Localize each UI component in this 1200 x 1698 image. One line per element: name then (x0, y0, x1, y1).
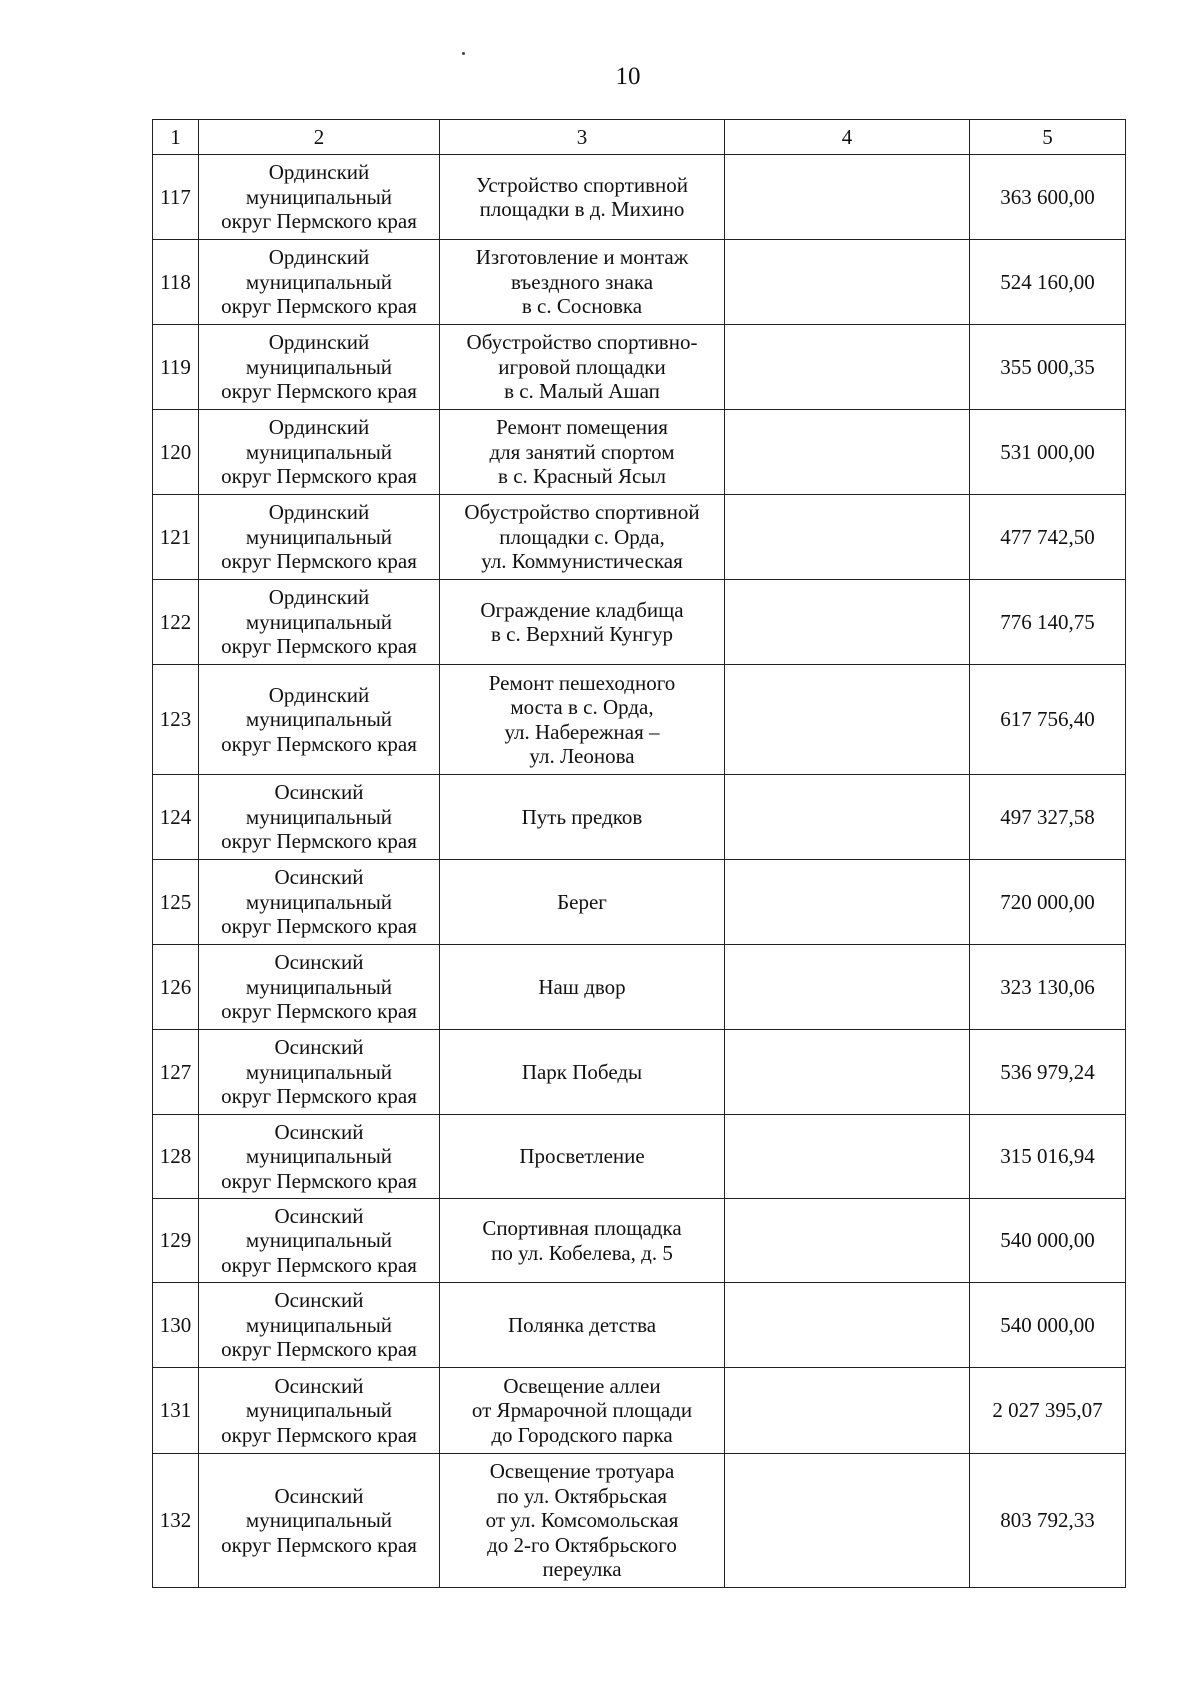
project-line: Парк Победы (521, 1059, 643, 1084)
municipality-line: муниципальный (245, 804, 393, 829)
project-line: Путь предков (521, 804, 643, 829)
amount-cell: 776 140,75 (970, 580, 1126, 665)
project-line: Наш двор (538, 974, 626, 999)
column-4-cell (725, 1283, 970, 1368)
amount-cell: 323 130,06 (970, 945, 1126, 1030)
municipality-line: округ Пермского края (221, 999, 417, 1024)
table-row (153, 1368, 1126, 1454)
project-line: ул. Коммунистическая (481, 549, 683, 574)
municipality-line: Осинский (274, 1288, 364, 1313)
municipality-line: Ординский (268, 245, 370, 270)
municipality-line: округ Пермского края (221, 1532, 417, 1557)
table-row (153, 1454, 1126, 1588)
municipality-line: округ Пермского края (221, 549, 417, 574)
project-cell (440, 240, 725, 325)
project-cell (440, 1115, 725, 1199)
header-cell-2: 2 (199, 120, 440, 155)
data-table (152, 119, 1126, 1588)
table-row (153, 1115, 1126, 1199)
project-line: ул. Набережная – (504, 719, 660, 744)
municipality-line: округ Пермского края (221, 209, 417, 234)
municipality-line: муниципальный (245, 1398, 393, 1423)
municipality-cell (199, 1030, 440, 1115)
amount-cell: 531 000,00 (970, 410, 1126, 495)
header-cell-1: 1 (153, 120, 199, 155)
row-number-cell: 132 (153, 1454, 199, 1588)
table-row (153, 580, 1126, 665)
row-number-cell: 120 (153, 410, 199, 495)
project-line: до Городского парка (491, 1422, 673, 1447)
row-number-cell: 126 (153, 945, 199, 1030)
municipality-line: муниципальный (245, 184, 393, 209)
column-4-cell (725, 155, 970, 240)
table-row (153, 945, 1126, 1030)
table-row (153, 155, 1126, 240)
project-cell (440, 1283, 725, 1368)
municipality-cell (199, 155, 440, 240)
row-number-cell: 123 (153, 665, 199, 775)
table-row (153, 325, 1126, 410)
amount-cell: 536 979,24 (970, 1030, 1126, 1115)
page-number: 10 (615, 63, 641, 90)
municipality-line: муниципальный (245, 354, 393, 379)
row-number-cell: 127 (153, 1030, 199, 1115)
project-line: Просветление (519, 1144, 645, 1169)
municipality-line: округ Пермского края (221, 464, 417, 489)
scan-speck (462, 52, 465, 55)
municipality-line: округ Пермского края (221, 379, 417, 404)
municipality-cell (199, 325, 440, 410)
project-cell (440, 495, 725, 580)
municipality-line: муниципальный (245, 609, 393, 634)
municipality-line: Ординский (268, 160, 370, 185)
project-line: Обустройство спортивно- (466, 330, 698, 355)
municipality-cell (199, 240, 440, 325)
municipality-line: Осинский (274, 1119, 364, 1144)
table-row (153, 410, 1126, 495)
project-line: переулка (542, 1557, 622, 1582)
row-number-cell: 119 (153, 325, 199, 410)
municipality-line: муниципальный (245, 889, 393, 914)
amount-cell: 617 756,40 (970, 665, 1126, 775)
table-row (153, 1030, 1126, 1115)
table-row (153, 1283, 1126, 1368)
amount-cell: 524 160,00 (970, 240, 1126, 325)
project-cell (440, 1199, 725, 1283)
table-body (153, 120, 1126, 1588)
project-cell (440, 945, 725, 1030)
column-4-cell (725, 665, 970, 775)
project-cell (440, 775, 725, 860)
project-line: Обустройство спортивной (464, 500, 700, 525)
municipality-line: округ Пермского края (221, 829, 417, 854)
table-row (153, 240, 1126, 325)
header-cell-4: 4 (725, 120, 970, 155)
table-row (153, 775, 1126, 860)
column-4-cell (725, 1454, 970, 1588)
column-4-cell (725, 495, 970, 580)
table-row (153, 665, 1126, 775)
municipality-line: муниципальный (245, 439, 393, 464)
table-header-row (153, 120, 1126, 155)
header-cell-3: 3 (440, 120, 725, 155)
municipality-line: Осинский (274, 1373, 364, 1398)
municipality-line: Ординский (268, 682, 370, 707)
municipality-cell (199, 1115, 440, 1199)
municipality-line: округ Пермского края (221, 634, 417, 659)
municipality-line: Осинский (274, 1203, 364, 1228)
municipality-cell (199, 860, 440, 945)
project-line: Изготовление и монтаж (475, 245, 689, 270)
municipality-cell (199, 945, 440, 1030)
project-cell (440, 1030, 725, 1115)
municipality-line: округ Пермского края (221, 1422, 417, 1447)
municipality-cell (199, 775, 440, 860)
project-line: Берег (557, 889, 607, 914)
project-line: Ремонт помещения (496, 415, 668, 440)
amount-cell: 315 016,94 (970, 1115, 1126, 1199)
project-line: от Ярмарочной площади (471, 1398, 693, 1423)
column-4-cell (725, 325, 970, 410)
municipality-line: округ Пермского края (221, 731, 417, 756)
project-cell (440, 860, 725, 945)
municipality-line: округ Пермского края (221, 914, 417, 939)
project-line: Ремонт пешеходного (488, 670, 676, 695)
municipality-line: муниципальный (245, 1508, 393, 1533)
row-number-cell: 122 (153, 580, 199, 665)
column-4-cell (725, 1115, 970, 1199)
municipality-line: муниципальный (245, 1144, 393, 1169)
municipality-line: Осинский (274, 780, 364, 805)
project-cell (440, 1368, 725, 1454)
municipality-cell (199, 665, 440, 775)
municipality-line: округ Пермского края (221, 1168, 417, 1193)
amount-cell: 720 000,00 (970, 860, 1126, 945)
project-line: моста в с. Орда, (510, 695, 654, 719)
municipality-line: муниципальный (245, 269, 393, 294)
municipality-cell (199, 495, 440, 580)
municipality-line: муниципальный (245, 1228, 393, 1253)
municipality-cell (199, 580, 440, 665)
amount-cell: 803 792,33 (970, 1454, 1126, 1588)
column-4-cell (725, 580, 970, 665)
municipality-cell (199, 1199, 440, 1283)
municipality-line: муниципальный (245, 1312, 393, 1337)
municipality-cell (199, 1283, 440, 1368)
column-4-cell (725, 1368, 970, 1454)
column-4-cell (725, 860, 970, 945)
row-number-cell: 130 (153, 1283, 199, 1368)
project-line: для занятий спортом (489, 439, 675, 464)
project-line: игровой площадки (498, 354, 666, 379)
row-number-cell: 118 (153, 240, 199, 325)
municipality-line: Ординский (268, 500, 370, 525)
municipality-line: округ Пермского края (221, 1084, 417, 1109)
municipality-line: Осинский (274, 1035, 364, 1060)
municipality-cell (199, 1454, 440, 1588)
municipality-line: Осинский (274, 865, 364, 890)
project-line: Ограждение кладбища (480, 597, 684, 622)
row-number-cell: 117 (153, 155, 199, 240)
project-line: по ул. Кобелева, д. 5 (491, 1240, 673, 1265)
amount-cell: 355 000,35 (970, 325, 1126, 410)
project-cell (440, 1454, 725, 1588)
municipality-line: округ Пермского края (221, 1337, 417, 1362)
project-line: Спортивная площадка (482, 1216, 682, 1240)
amount-cell: 497 327,58 (970, 775, 1126, 860)
table-row (153, 495, 1126, 580)
project-line: площадки в д. Михино (479, 197, 685, 221)
project-cell (440, 155, 725, 240)
municipality-line: Осинский (274, 950, 364, 975)
municipality-line: муниципальный (245, 707, 393, 732)
row-number-cell: 125 (153, 860, 199, 945)
municipality-line: муниципальный (245, 524, 393, 549)
amount-cell: 540 000,00 (970, 1283, 1126, 1368)
municipality-cell (199, 410, 440, 495)
municipality-line: Ординский (268, 585, 370, 610)
project-line: до 2-го Октябрьского (487, 1532, 677, 1557)
municipality-line: округ Пермского края (221, 1252, 417, 1277)
row-number-cell: 128 (153, 1115, 199, 1199)
municipality-line: муниципальный (245, 974, 393, 999)
municipality-line: Ординский (268, 415, 370, 440)
project-line: Полянка детства (507, 1312, 657, 1337)
amount-cell: 540 000,00 (970, 1199, 1126, 1283)
project-line: Устройство спортивной (476, 172, 688, 197)
column-4-cell (725, 1030, 970, 1115)
column-4-cell (725, 945, 970, 1030)
table-row (153, 860, 1126, 945)
column-4-cell (725, 1199, 970, 1283)
table-row (153, 1199, 1126, 1283)
column-4-cell (725, 775, 970, 860)
municipality-cell (199, 1368, 440, 1454)
project-line: въездного знака (510, 269, 654, 294)
project-cell (440, 325, 725, 410)
project-line: в с. Красный Ясыл (498, 464, 666, 489)
project-line: площадки с. Орда, (499, 524, 665, 549)
row-number-cell: 131 (153, 1368, 199, 1454)
municipality-line: Ординский (268, 330, 370, 355)
amount-cell: 477 742,50 (970, 495, 1126, 580)
row-number-cell: 121 (153, 495, 199, 580)
project-line: в с. Верхний Кунгур (490, 622, 674, 646)
project-line: Освещение тротуара (489, 1459, 675, 1484)
amount-cell: 363 600,00 (970, 155, 1126, 240)
municipality-line: Осинский (274, 1483, 364, 1508)
municipality-line: муниципальный (245, 1059, 393, 1084)
project-cell (440, 665, 725, 775)
project-cell (440, 580, 725, 665)
municipality-line: округ Пермского края (221, 294, 417, 319)
project-line: в с. Малый Ашап (504, 379, 660, 404)
project-line: по ул. Октябрьская (496, 1483, 668, 1508)
header-cell-5: 5 (970, 120, 1126, 155)
project-cell (440, 410, 725, 495)
column-4-cell (725, 410, 970, 495)
project-line: ул. Леонова (529, 744, 635, 768)
project-line: в с. Сосновка (521, 294, 643, 319)
project-line: от ул. Комсомольская (485, 1508, 679, 1533)
column-4-cell (725, 240, 970, 325)
row-number-cell: 129 (153, 1199, 199, 1283)
amount-cell: 2 027 395,07 (970, 1368, 1126, 1454)
project-line: Освещение аллеи (503, 1373, 661, 1398)
row-number-cell: 124 (153, 775, 199, 860)
